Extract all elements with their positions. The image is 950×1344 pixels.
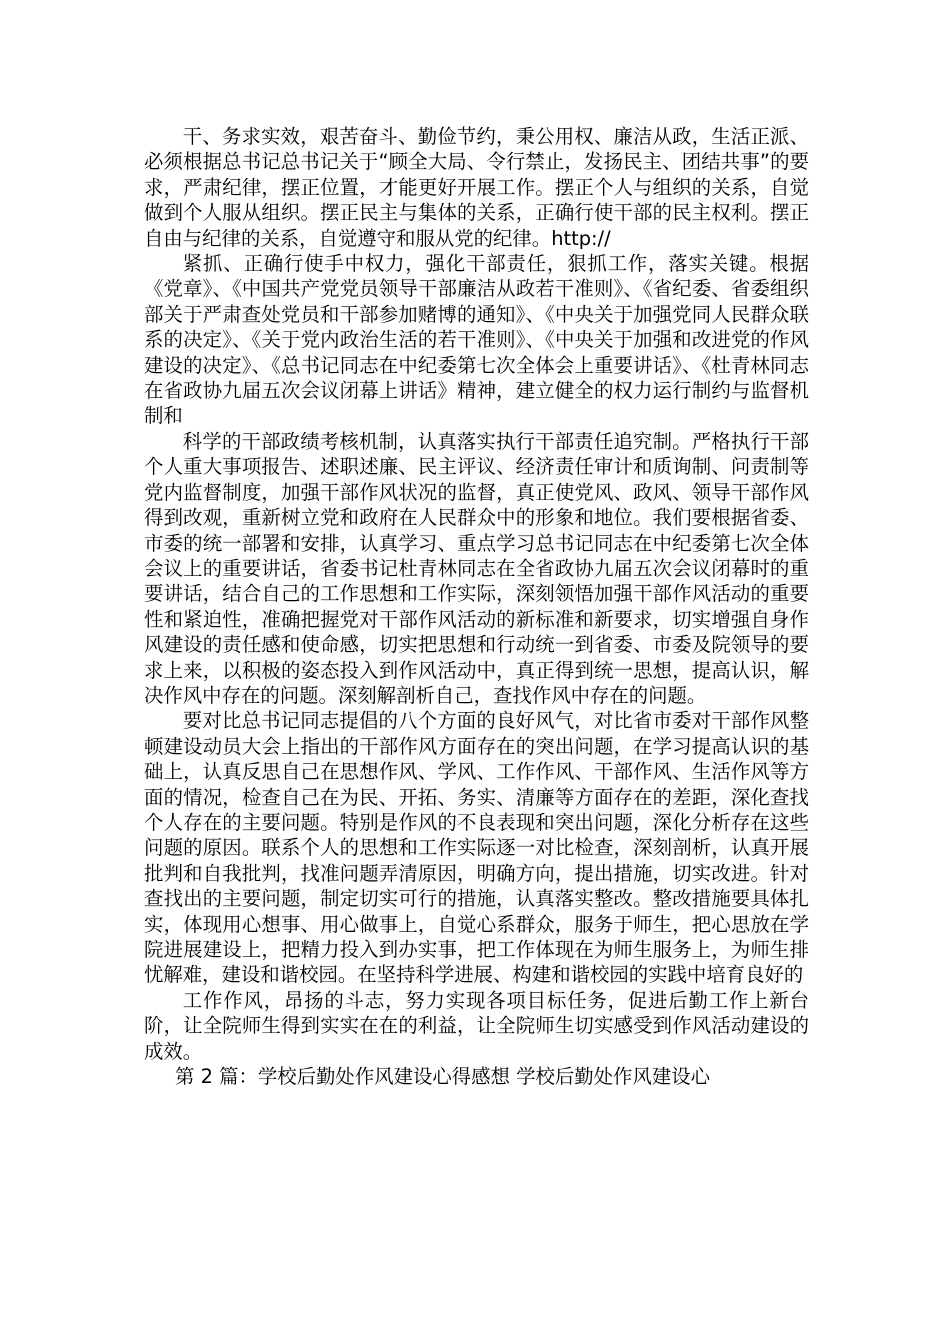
paragraph-4: 要对比总书记同志提倡的八个方面的良好风气，对比省市委对干部作风整顿建设动员大会上指出的干部作风方面存在的突出问题，在学习提高认识的基础上，认真反思自己在思想作风、学风、工作作风、干部作风、生活作风等方面的情况，检查自己在为民、开拓、务实、清廉等方面存在的差距，深化查找个人存在的主要问题。特别是作风的不良表现和突出问题，深化分析存在这些问题的原因。联系个人的思想和工作实际逐一对比检查，深刻剖析，认真开展批判和自我批判，找准问题弄清原因，明确方向，提出措施，切实改进。针对查找出的主要问题，制定切实可行的措施，认真落实整改。整改措施要具体扎实，体现用心想事、用心做事上，自觉心系群众，服务于师生，把心思放在学院进展建设上，把精力投入到办实事，把工作体现在为师生服务上，为师生排忧解难，建设和谐校园。在坚持科学进展、构建和谐校园的实践中培育良好的 bbox=[144, 709, 809, 987]
paragraph-3: 科学的干部政绩考核机制，认真落实执行干部责任追究制。严格执行干部个人重大事项报告、述职述廉、民主评议、经济责任审计和质询制、问责制等党内监督制度，加强干部作风状况的监督，真正使党风、政风、领导干部作风得到改观，重新树立党和政府在人民群众中的形象和地位。我们要根据省委、市委的统一部署和安排，认真学习、重点学习总书记同志在中纪委第七次全体会议上的重要讲话，省委书记杜青林同志在全省政协九届五次会议闭幕时的重要讲话，结合自己的工作思想和工作实际，深刻领悟加强干部作风活动的重要性和紧迫性，准确把握党对干部作风活动的新标准和新要求，切实增强自身作风建设的责任感和使命感，切实把思想和行动统一到省委、市委及院领导的要求上来，以积极的姿态投入到作风活动中，真正得到统一思想，提高认识，解决作风中存在的问题。深刻解剖析自己，查找作风中存在的问题。 bbox=[144, 429, 809, 707]
paragraph-5: 工作作风，昂扬的斗志，努力实现各项目标任务，促进后勤工作上新台阶，让全院师生得到实实在在的利益，让全院师生切实感受到作风活动建设的成效。 bbox=[144, 988, 809, 1063]
paragraph-2: 紧抓、正确行使手中权力，强化干部责任，狠抓工作，落实关键。根据《党章》、《中国共产党党员领导干部廉洁从政若干准则》、《省纪委、省委组织部关于严肃查处党员和干部参加赌博的通知》、《中央关于加强党同人民群众联系的决定》、《关于党内政治生活的若干准则》、《中央关于加强和改进党的作风建设的决定》、《总书记同志在中纪委第七次全体会上重要讲话》、《杜青林同志在省政协九届五次会议闭幕上讲话》精神，建立健全的权力运行制约与监督机制和 bbox=[144, 252, 809, 428]
document-page bbox=[144, 124, 809, 1089]
paragraph-1: 干、务求实效，艰苦奋斗、勤俭节约，秉公用权、廉洁从政，生活正派、必须根据总书记总书记关于“顾全大局、令行禁止，发扬民主、团结共事”的要求，严肃纪律，摆正位置，才能更好开展工作。摆正个人与组织的关系，自觉做到个人服从组织。摆正民主与集体的关系，正确行使干部的民主权利。摆正自由与纪律的关系，自觉遵守和服从党的纪律。http:// bbox=[144, 125, 809, 250]
section-heading: 第 2 篇：学校后勤处作风建设心得感想 学校后勤处作风建设心 bbox=[175, 1065, 711, 1089]
